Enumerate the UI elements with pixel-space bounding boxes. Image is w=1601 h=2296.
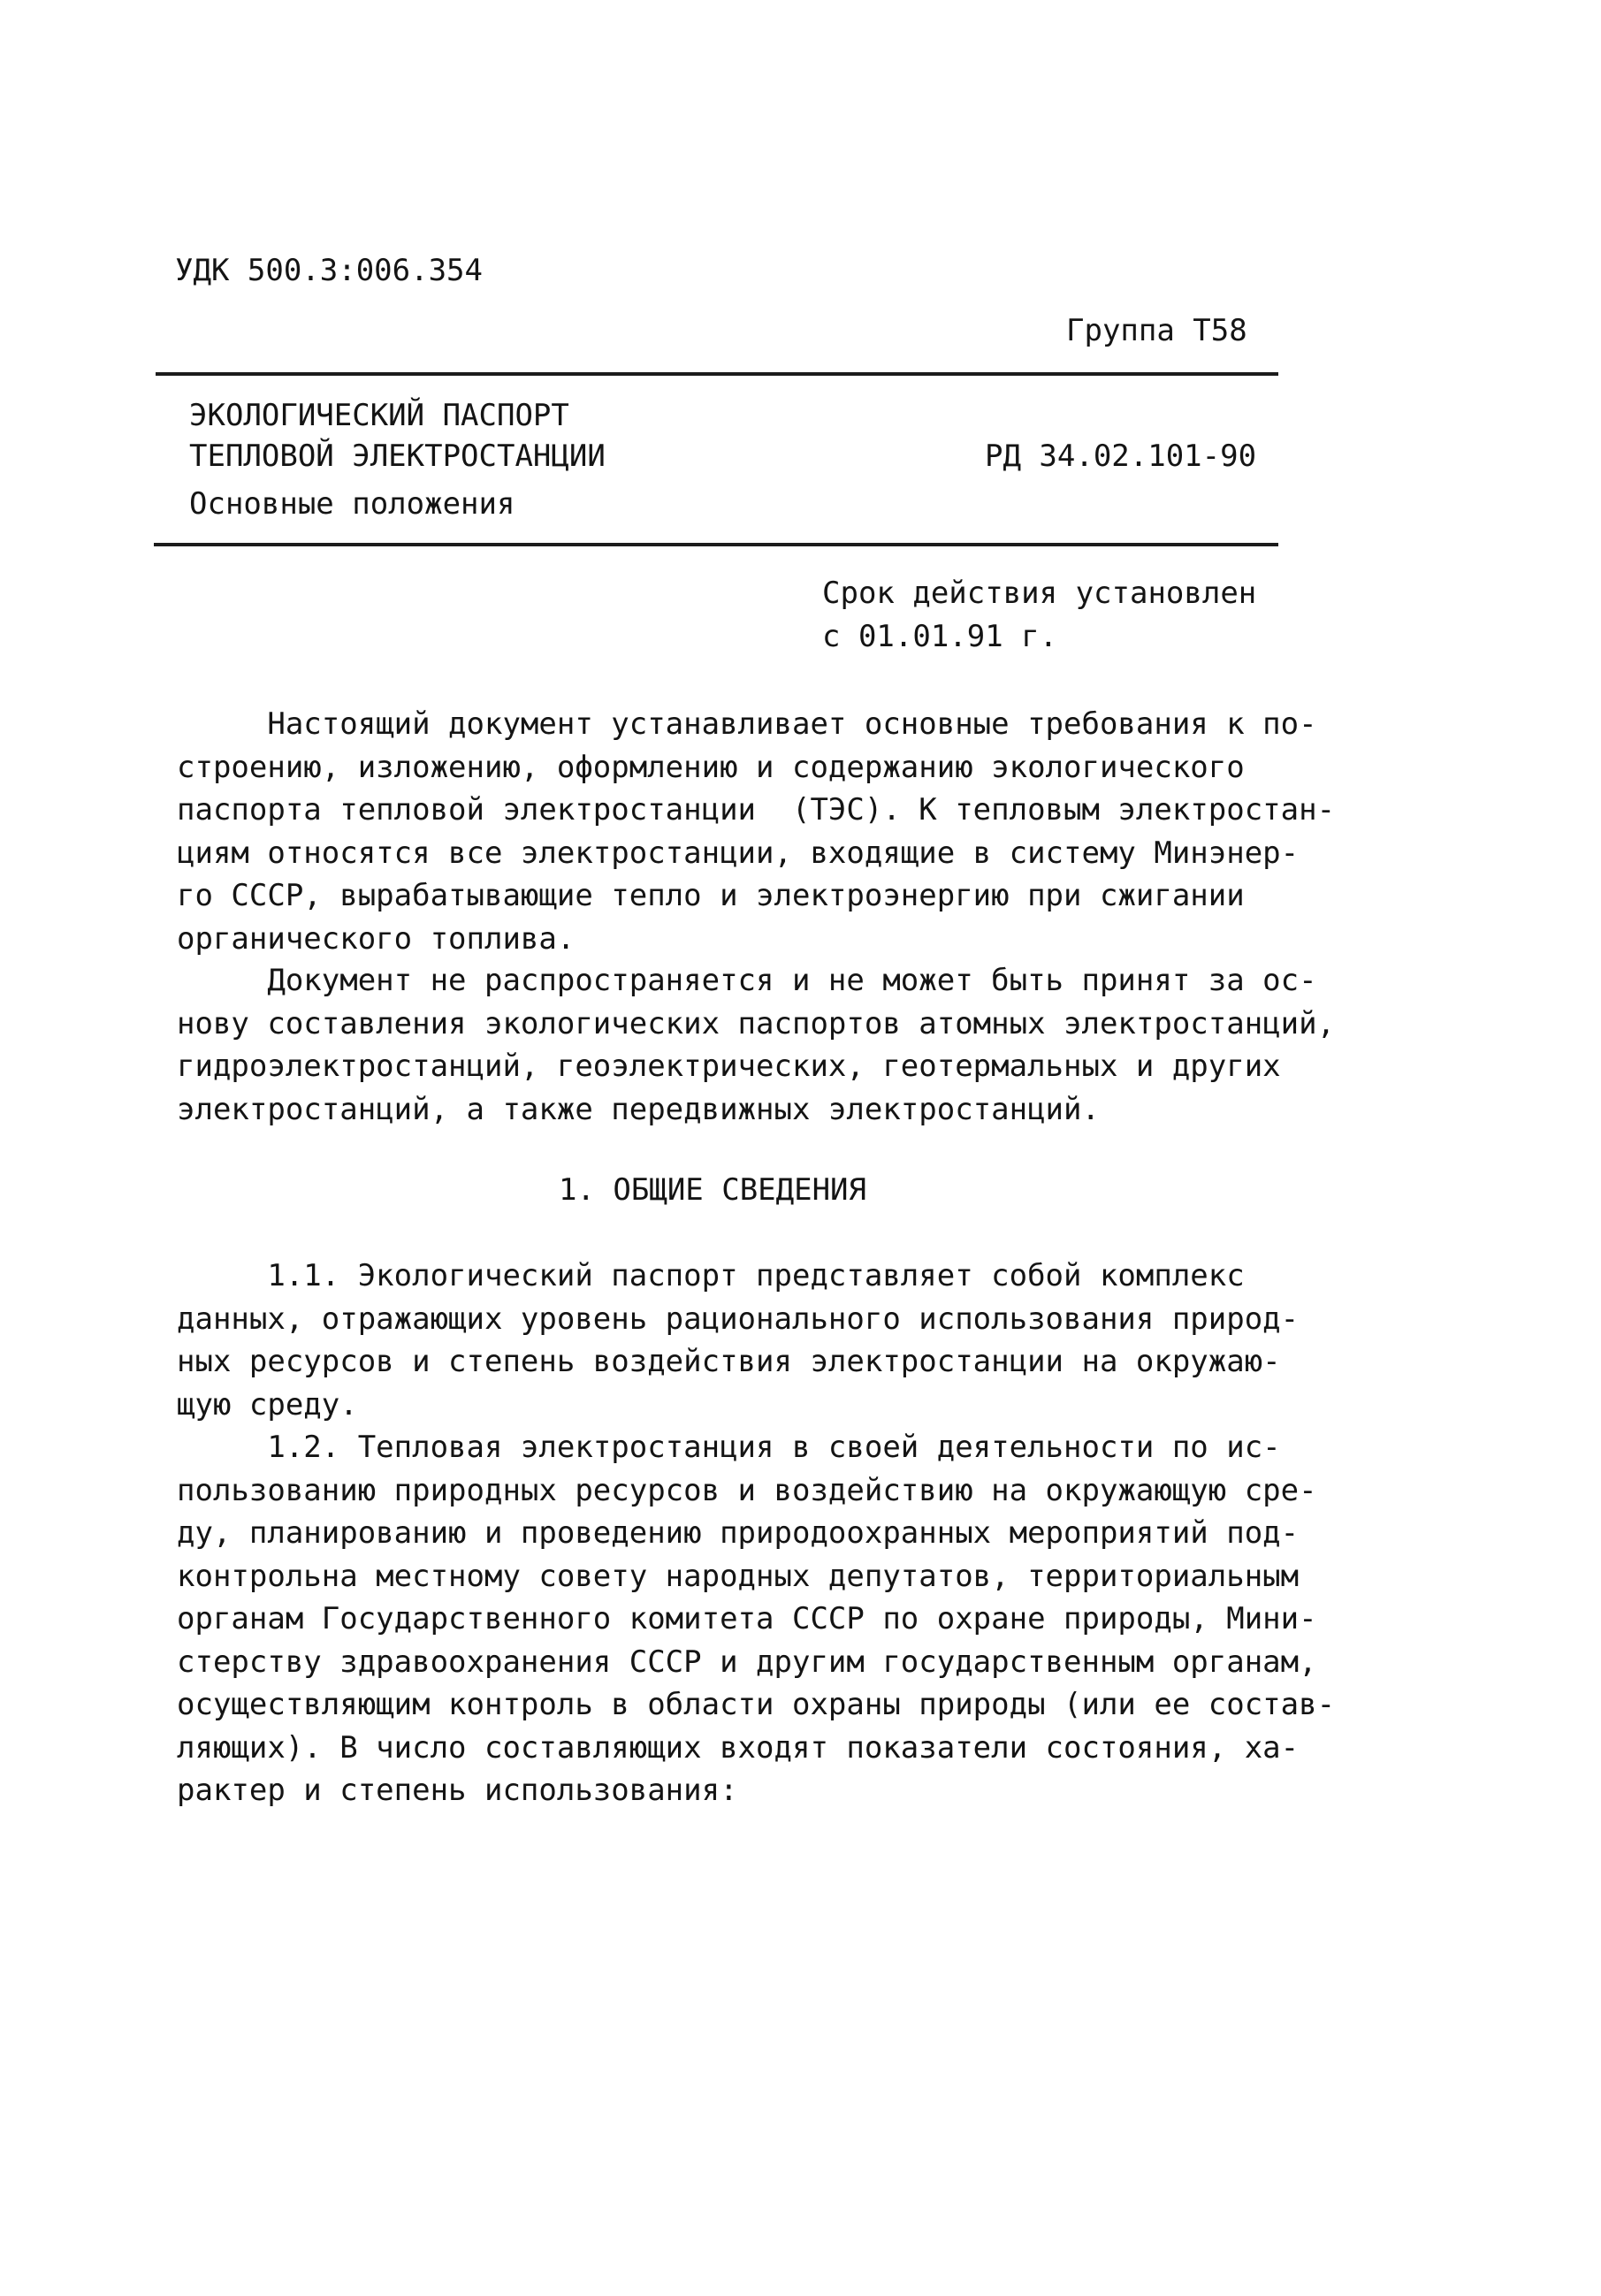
text-line: ных ресурсов и степень воздействия электростанции на окружаю- (177, 1344, 1281, 1379)
title-line-3: Основные положения (189, 486, 515, 522)
text-line: паспорта тепловой электростанции (ТЭС). К тепловым электростан- (177, 792, 1336, 828)
text-line: 1.1. Экологический паспорт представляет собой комплекс (177, 1258, 1245, 1293)
bottom-rule (154, 543, 1278, 546)
text-line: пользованию природных ресурсов и воздействию на окружающую сре- (177, 1472, 1317, 1508)
text-line: органического топлива. (177, 920, 576, 957)
text-line: циям относятся все электростанции, входящие в систему Минэнер- (177, 835, 1300, 871)
text-line: контрольна местному совету народных депутатов, территориальным (177, 1558, 1300, 1594)
group-label: Группа Т58 (1066, 313, 1247, 348)
text-line: щую среду. (177, 1386, 358, 1423)
text-line: органам Государственного комитета СССР по охране природы, Мини- (177, 1601, 1317, 1636)
validity-line-1: Срок действия установлен (822, 576, 1257, 611)
clause-1-1 (177, 1255, 1326, 1426)
section-heading: 1. ОБЩИЕ СВЕДЕНИЯ (559, 1172, 866, 1208)
validity-line-2: с 01.01.91 г. (822, 619, 1058, 654)
title-line-1: ЭКОЛОГИЧЕСКИЙ ПАСПОРТ (189, 398, 569, 433)
text-line: строению, изложению, оформлению и содержанию экологического (177, 749, 1245, 785)
text-line: Документ не распространяется и не может быть принят за ос- (177, 963, 1317, 998)
text-line: электростанций, а также передвижных электростанций. (177, 1091, 1100, 1127)
text-line: нову составления экологических паспортов атомных электростанций, (177, 1005, 1336, 1041)
text-line: рактер и степень использования: (177, 1773, 738, 1808)
intro-paragraph-2 (177, 959, 1336, 1131)
top-rule (156, 372, 1278, 376)
text-line: го СССР, вырабатывающие тепло и электроэнергию при сжигании (177, 878, 1245, 913)
text-line: Настоящий документ устанавливает основные требования к по- (177, 706, 1317, 742)
text-line: гидроэлектростанций, геоэлектрических, геотермальных и других (177, 1049, 1281, 1084)
clause-1-2 (177, 1426, 1336, 1812)
text-line: ду, планированию и проведению природоохранных мероприятий под- (177, 1515, 1300, 1551)
text-line: осуществляющим контроль в области охраны природы (или ее состав- (177, 1687, 1336, 1722)
document-code: РД 34.02.101-90 (985, 439, 1257, 474)
title-line-2: ТЕПЛОВОЙ ЭЛЕКТРОСТАНЦИИ (189, 439, 606, 474)
intro-paragraph-1 (177, 703, 1336, 960)
text-line: данных, отражающих уровень рационального использования природ- (177, 1301, 1300, 1337)
text-line: стерству здравоохранения СССР и другим государственным органам, (177, 1644, 1317, 1680)
udk-code: УДК 500.3:006.354 (175, 253, 483, 288)
text-line: ляющих). В число составляющих входят показатели состояния, ха- (177, 1729, 1300, 1766)
text-line: 1.2. Тепловая электростанция в своей деятельности по ис- (177, 1430, 1281, 1465)
